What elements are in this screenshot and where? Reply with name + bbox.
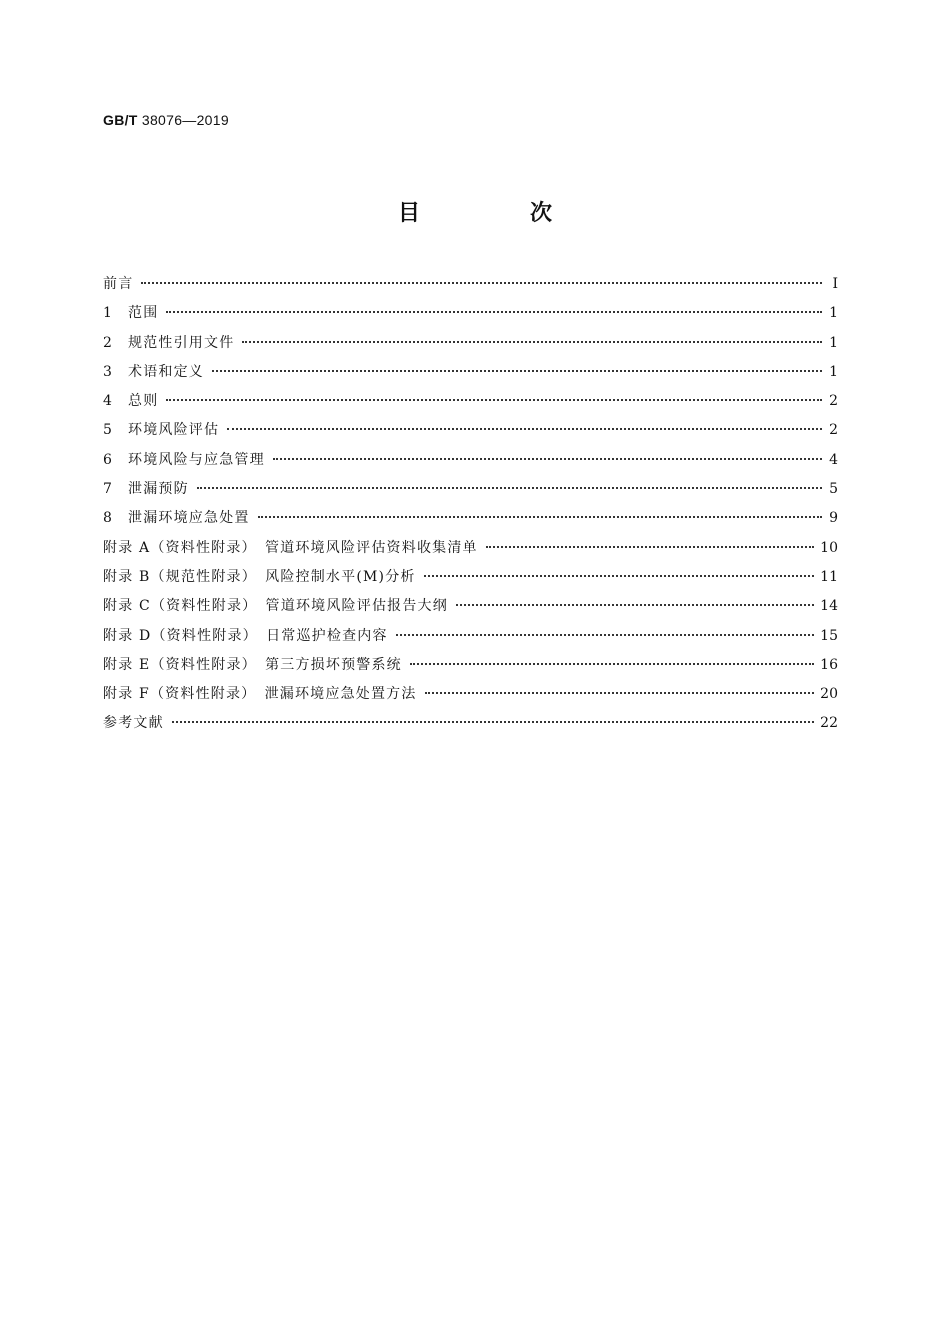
dot-leader [486,546,814,548]
toc-entry-page: 11 [820,568,838,585]
toc-entry-7[interactable] [103,479,838,508]
toc-entry-5[interactable] [103,420,838,449]
dot-leader [166,311,822,313]
toc-entry-1[interactable] [103,303,838,332]
toc-entry-page: 15 [820,627,838,644]
dot-leader [396,634,814,636]
toc-entry-number: 5 [103,422,114,439]
dot-leader [410,663,814,665]
toc-entry-label: 泄漏环境应急处置 [128,510,250,527]
toc-entry-4[interactable] [103,391,838,420]
toc-entry-number: 8 [103,510,114,527]
toc-entry-label: 附录 A（资料性附录） 管道环境风险评估资料收集清单 [103,539,478,556]
standard-prefix: GB/T [103,112,138,128]
dot-leader [197,487,822,489]
dot-leader [425,692,815,694]
dot-leader [141,282,822,284]
toc-entry-page: 22 [820,715,838,732]
dot-leader [172,721,814,723]
toc-entry-annex-c[interactable] [103,596,838,625]
toc-entry-bibliography[interactable] [103,713,838,742]
toc-entry-3[interactable] [103,362,838,391]
standard-code [103,112,229,128]
toc-entry-number: 6 [103,451,114,468]
table-of-contents [103,274,838,743]
toc-entry-label: 泄漏预防 [128,481,189,498]
toc-entry-number: 2 [103,334,114,351]
toc-entry-page: 20 [820,686,838,703]
standard-number: 38076—2019 [141,112,229,128]
toc-entry-page: 9 [829,510,838,527]
toc-entry-page: 14 [820,598,838,615]
toc-title: 目 次 [397,201,596,226]
toc-entry-number: 4 [103,393,114,410]
toc-entry-page: 10 [820,539,838,556]
toc-entry-annex-e[interactable] [103,655,838,684]
toc-entry-number: 7 [103,481,114,498]
toc-entry-label: 附录 F（资料性附录） 泄漏环境应急处置方法 [103,686,417,703]
toc-entry-page: 1 [829,334,838,351]
toc-entry-8[interactable] [103,508,838,537]
toc-entry-annex-f[interactable] [103,684,838,713]
dot-leader [424,575,815,577]
toc-entry-page: 1 [829,305,838,322]
dot-leader [227,428,822,430]
toc-entry-6[interactable] [103,450,838,479]
toc-entry-label: 附录 D（资料性附录） 日常巡护检查内容 [103,627,388,644]
toc-entry-label: 附录 B（规范性附录） 风险控制水平(M)分析 [103,568,416,585]
toc-entry-label: 前言 [103,276,134,292]
toc-entry-label: 术语和定义 [128,363,204,380]
toc-entry-label: 总则 [128,393,159,410]
toc-entry-foreword[interactable] [103,274,838,303]
toc-entry-page: 2 [829,422,838,439]
toc-entry-label: 环境风险与应急管理 [128,451,265,468]
toc-entry-page: 4 [829,451,838,468]
toc-entry-2[interactable] [103,333,838,362]
dot-leader [258,516,822,518]
dot-leader [212,370,822,372]
toc-entry-label: 参考文献 [103,715,164,732]
dot-leader [456,604,814,606]
toc-entry-label: 规范性引用文件 [128,334,235,351]
dot-leader [166,399,822,401]
toc-entry-page: 2 [829,393,838,410]
toc-entry-label: 环境风险评估 [128,422,220,439]
toc-entry-label: 范围 [128,305,159,322]
toc-entry-number: 1 [103,305,114,322]
dot-leader [242,341,822,343]
toc-entry-annex-b[interactable] [103,567,838,596]
toc-entry-annex-a[interactable] [103,538,838,567]
toc-entry-number: 3 [103,363,114,380]
toc-entry-page: 16 [820,656,838,673]
toc-entry-annex-d[interactable] [103,626,838,655]
toc-entry-page: 1 [829,363,838,380]
toc-entry-label: 附录 C（资料性附录） 管道环境风险评估报告大纲 [103,598,448,615]
dot-leader [273,458,822,460]
toc-entry-page: 5 [829,481,838,498]
toc-entry-page: Ⅰ [832,276,838,292]
toc-entry-label: 附录 E（资料性附录） 第三方损坏预警系统 [103,656,402,673]
